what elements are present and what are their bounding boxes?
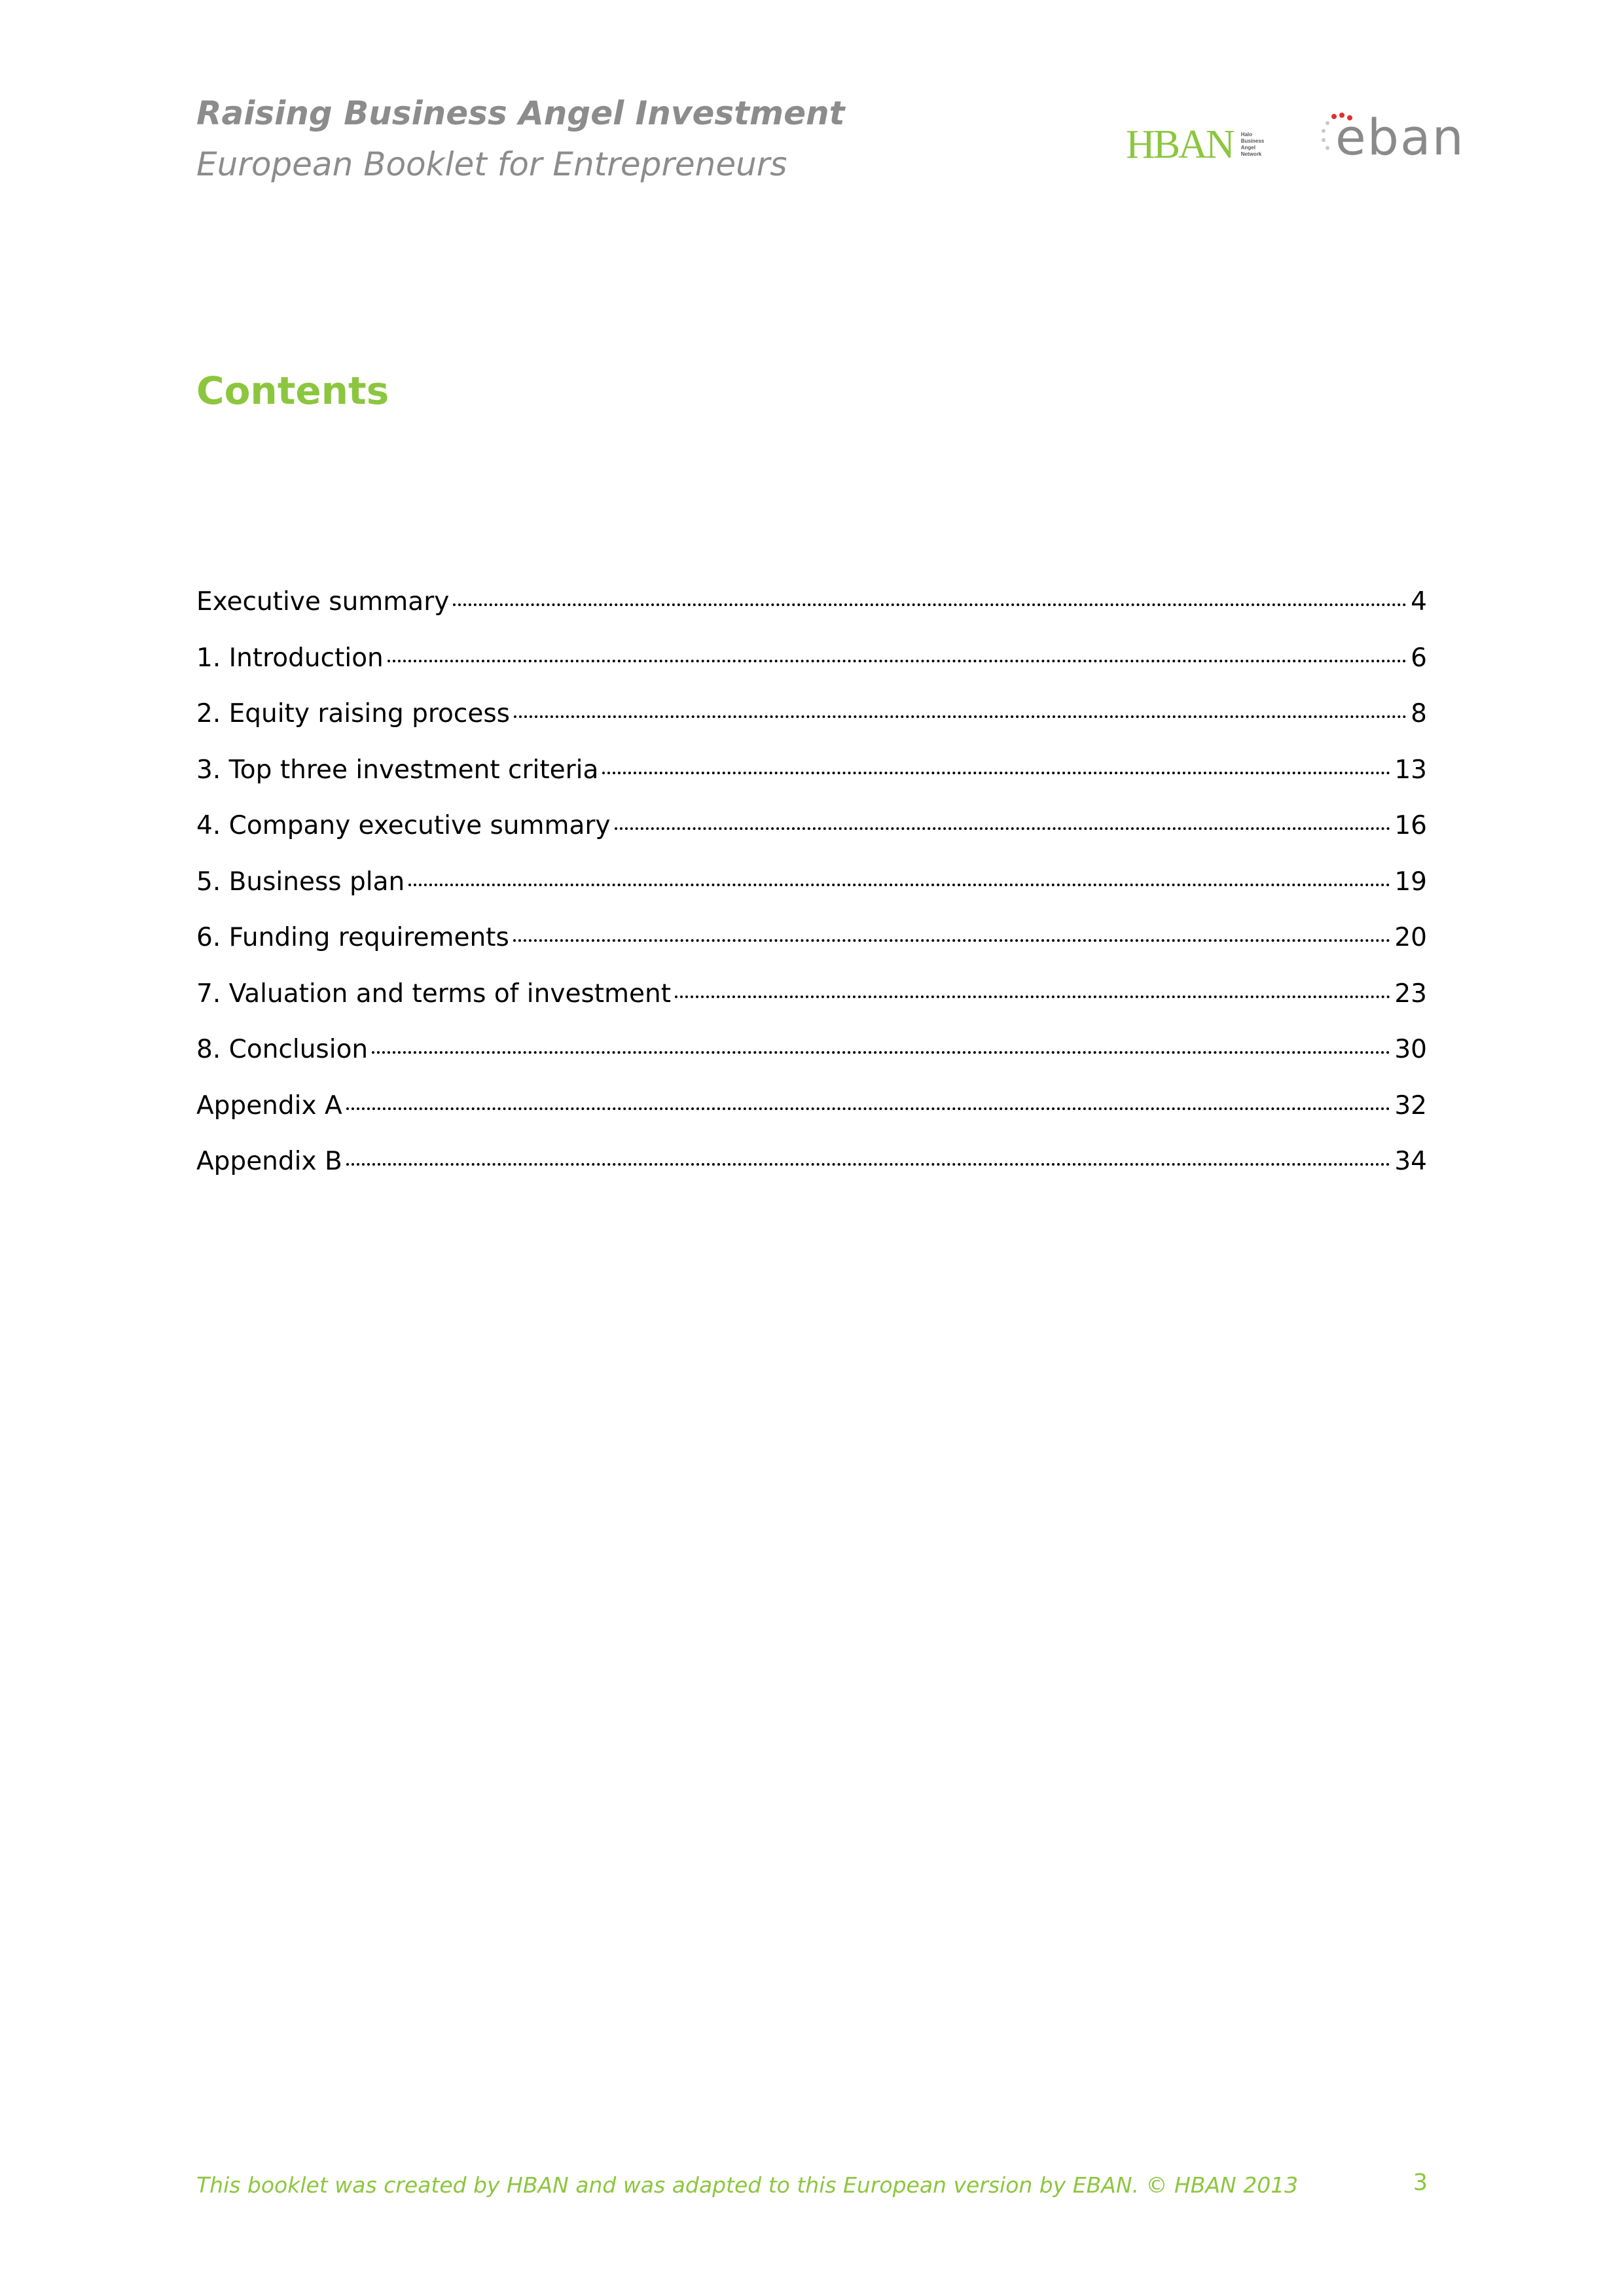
hban-logo-line: Halo	[1240, 132, 1253, 137]
header-title: Raising Business Angel Investment	[196, 94, 845, 132]
toc-entry-label: 3. Top three investment criteria	[196, 755, 599, 785]
toc-entry-label: 1. Introduction	[196, 643, 384, 673]
hban-logo-mark: HBAN	[1126, 122, 1233, 167]
toc-entry-page: 4	[1411, 587, 1427, 617]
toc-entry[interactable]	[196, 701, 1427, 757]
toc-entry[interactable]	[196, 813, 1427, 869]
hban-logo-line: Network	[1240, 151, 1262, 157]
toc-dot-leader	[346, 1107, 1391, 1110]
toc-entry[interactable]	[196, 925, 1427, 981]
toc-entry-page: 20	[1394, 923, 1427, 952]
hban-logo-subtext	[1241, 132, 1265, 158]
toc-dot-leader	[513, 939, 1391, 942]
eban-logo	[1316, 108, 1465, 172]
contents-heading: Contents	[196, 368, 389, 413]
toc-entry-page: 6	[1411, 643, 1427, 673]
toc-entry-label: 7. Valuation and terms of investment	[196, 978, 672, 1009]
toc-entry-page: 13	[1394, 755, 1427, 785]
hban-logo-line: Angel	[1240, 145, 1255, 151]
toc-entry-label: Executive summary	[196, 587, 450, 617]
toc-dot-leader	[602, 772, 1390, 774]
toc-dot-leader	[453, 603, 1407, 606]
toc-entry[interactable]	[196, 869, 1427, 925]
toc-dot-leader	[372, 1051, 1390, 1054]
toc-entry[interactable]	[196, 645, 1427, 702]
toc-entry-label: 6. Funding requirements	[196, 923, 509, 952]
toc-entry[interactable]	[196, 1037, 1427, 1093]
toc-entry[interactable]	[196, 757, 1427, 814]
toc-entry[interactable]	[196, 1149, 1427, 1205]
toc-entry[interactable]	[196, 978, 1427, 1037]
toc-entry[interactable]	[196, 589, 1427, 645]
toc-entry-label: Appendix B	[196, 1147, 342, 1176]
toc-entry-label: 5. Business plan	[196, 867, 405, 897]
toc-dot-leader	[615, 827, 1391, 830]
toc-dot-leader	[675, 996, 1390, 998]
toc-entry-page: 8	[1411, 699, 1427, 728]
hban-logo	[1126, 122, 1264, 168]
toc-dot-leader	[408, 884, 1390, 886]
footer-credit: This booklet was created by HBAN and was adapted to this European version by EBAN. © HBAN 2013	[196, 2172, 1299, 2198]
hban-logo-line: Business	[1240, 138, 1265, 144]
toc-entry-page: 19	[1394, 867, 1427, 897]
toc-dot-leader	[388, 660, 1407, 662]
toc-entry-page: 23	[1394, 978, 1427, 1009]
toc-entry-label: 2. Equity raising process	[196, 699, 510, 728]
toc-entry-page: 30	[1394, 1035, 1427, 1064]
page-number: 3	[1413, 2170, 1428, 2196]
toc-entry-label: 8. Conclusion	[196, 1035, 369, 1064]
toc-entry-page: 34	[1394, 1147, 1427, 1176]
toc-entry-label: 4. Company executive summary	[196, 811, 611, 840]
eban-logo-word: eban	[1335, 108, 1465, 166]
header-subtitle: European Booklet for Entrepreneurs	[196, 145, 787, 183]
toc-entry-page: 32	[1394, 1090, 1427, 1121]
toc-entry-label: Appendix A	[196, 1090, 342, 1121]
toc-dot-leader	[514, 715, 1407, 718]
table-of-contents	[196, 589, 1427, 1205]
toc-entry-page: 16	[1394, 811, 1427, 840]
toc-entry[interactable]	[196, 1090, 1427, 1149]
toc-dot-leader	[346, 1163, 1391, 1166]
